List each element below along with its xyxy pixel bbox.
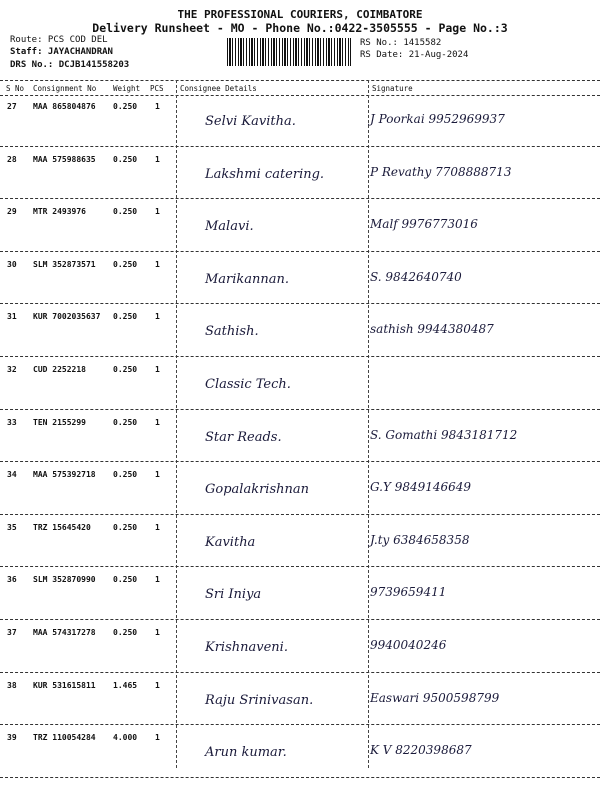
consignee-name: Classic Tech. [205, 377, 291, 392]
consignment-number: MAA 574317278 [33, 628, 96, 637]
weight-value: 0.250 [113, 207, 138, 217]
company-title: THE PROFESSIONAL COURIERS, COIMBATORE [177, 8, 423, 21]
consignee-name: Sri Iniya [205, 587, 262, 603]
route-label: Route: PCS COD DEL [10, 35, 108, 45]
signature-text: P Revathy 7708888713 [370, 164, 512, 179]
table-row [0, 410, 600, 463]
row-sno: 37 [7, 628, 17, 637]
consignee-name: Krishnaveni. [205, 640, 288, 655]
weight-value: 0.250 [113, 628, 138, 637]
row-sno: 30 [7, 259, 17, 269]
consignee-name: Marikannan. [205, 271, 290, 287]
table-row [0, 620, 600, 673]
table-row [0, 304, 600, 357]
consignment-number: TRZ 110054284 [33, 733, 96, 743]
consignment-number: TEN 2155299 [33, 417, 86, 427]
row-sno: 29 [7, 207, 17, 217]
row-sno: 39 [7, 733, 17, 743]
weight-value: 0.250 [113, 259, 138, 269]
weight-value: 0.250 [113, 365, 138, 374]
table-row [0, 725, 600, 778]
weight-value: 4.000 [113, 733, 138, 743]
consignment-number: MAA 865804876 [33, 102, 96, 111]
pcs-value: 1 [155, 680, 160, 690]
signature-text: 9940040246 [370, 638, 447, 652]
table-row [0, 673, 600, 726]
pcs-value: 1 [155, 628, 160, 637]
signature-text: Easwari 9500598799 [370, 690, 500, 705]
consignee-name: Gopalakrishnan [205, 482, 309, 498]
consignee-name: Malavi. [205, 219, 254, 235]
pcs-value: 1 [155, 522, 160, 532]
signature-text: J.ty 6384658358 [370, 532, 470, 547]
consignment-number: SLM 352870990 [33, 575, 96, 585]
signature-text: 9739659411 [370, 585, 447, 600]
consignment-number: TRZ 15645420 [33, 522, 91, 532]
weight-value: 0.250 [113, 312, 138, 322]
consignment-number: MAA 575988635 [33, 154, 96, 164]
weight-value: 0.250 [113, 154, 138, 164]
consignment-number: KUR 7002035637 [33, 312, 101, 322]
col-consignment: Consignment No [33, 84, 97, 93]
signature-text: Malf 9976773016 [370, 217, 478, 232]
row-sno: 38 [7, 680, 17, 690]
consignment-number: SLM 352873571 [33, 259, 96, 269]
pcs-value: 1 [155, 733, 160, 743]
table-row [0, 462, 600, 515]
pcs-value: 1 [155, 259, 160, 269]
rs-date: RS Date: 21-Aug-2024 [360, 50, 469, 60]
row-sno: 31 [7, 312, 17, 322]
pcs-value: 1 [155, 312, 160, 322]
pcs-value: 1 [155, 207, 160, 217]
row-sno: 36 [7, 575, 17, 585]
signature-text: S. 9842640740 [370, 269, 462, 284]
consignment-number: MTR 2493976 [33, 207, 86, 217]
table-row [0, 357, 600, 410]
table-row [0, 515, 600, 568]
consignee-name: Arun kumar. [205, 745, 287, 761]
col-signature: Signature [372, 84, 413, 93]
consignment-number: CUD 2252218 [33, 365, 86, 374]
signature-text: J Poorkai 9952969937 [370, 112, 505, 126]
signature-text: G.Y 9849146649 [370, 480, 472, 495]
pcs-value: 1 [155, 417, 160, 427]
row-sno: 32 [7, 365, 17, 374]
rs-number: RS No.: 1415582 [360, 38, 442, 48]
consignee-name: Lakshmi catering. [205, 166, 325, 182]
weight-value: 0.250 [113, 575, 138, 585]
signature-text: K V 8220398687 [370, 743, 472, 758]
table-row [0, 147, 600, 200]
table-row [0, 94, 600, 147]
pcs-value: 1 [155, 365, 160, 374]
row-sno: 27 [7, 102, 17, 111]
consignee-name: Selvi Kavitha. [205, 114, 296, 129]
col-weight: Weight [113, 84, 141, 93]
signature-text: S. Gomathi 9843181712 [370, 427, 518, 442]
consignee-name: Star Reads. [205, 429, 282, 445]
consignment-number: KUR 531615811 [33, 680, 96, 690]
table-row [0, 199, 600, 252]
consignee-name: Kavitha [205, 534, 256, 550]
runsheet-header [0, 0, 600, 80]
table-row [0, 567, 600, 620]
pcs-value: 1 [155, 154, 160, 164]
row-sno: 34 [7, 470, 17, 480]
row-sno: 35 [7, 522, 17, 532]
pcs-value: 1 [155, 470, 160, 480]
weight-value: 1.465 [113, 680, 138, 690]
consignee-name: Sathish. [205, 324, 259, 340]
weight-value: 0.250 [113, 522, 138, 532]
weight-value: 0.250 [113, 470, 138, 480]
runsheet-subtitle: Delivery Runsheet - MO - Phone No.:0422-3505555 - Page No.:3 [92, 21, 508, 35]
col-consignee: Consignee Details [180, 84, 257, 93]
drs-label: DRS No.: DCJB141558203 [10, 60, 130, 70]
col-pcs: PCS [150, 84, 164, 93]
weight-value: 0.250 [113, 417, 138, 427]
col-sno: S No [6, 84, 25, 93]
row-sno: 28 [7, 154, 17, 164]
consignment-number: MAA 575392718 [33, 470, 96, 480]
barcode-image [227, 38, 351, 66]
consignee-name: Raju Srinivasan. [205, 692, 314, 708]
table-row [0, 252, 600, 305]
weight-value: 0.250 [113, 102, 138, 111]
signature-text: sathish 9944380487 [370, 322, 494, 337]
row-sno: 33 [7, 417, 17, 427]
staff-label: Staff: JAYACHANDRAN [10, 47, 113, 57]
pcs-value: 1 [155, 575, 160, 585]
pcs-value: 1 [155, 102, 160, 111]
